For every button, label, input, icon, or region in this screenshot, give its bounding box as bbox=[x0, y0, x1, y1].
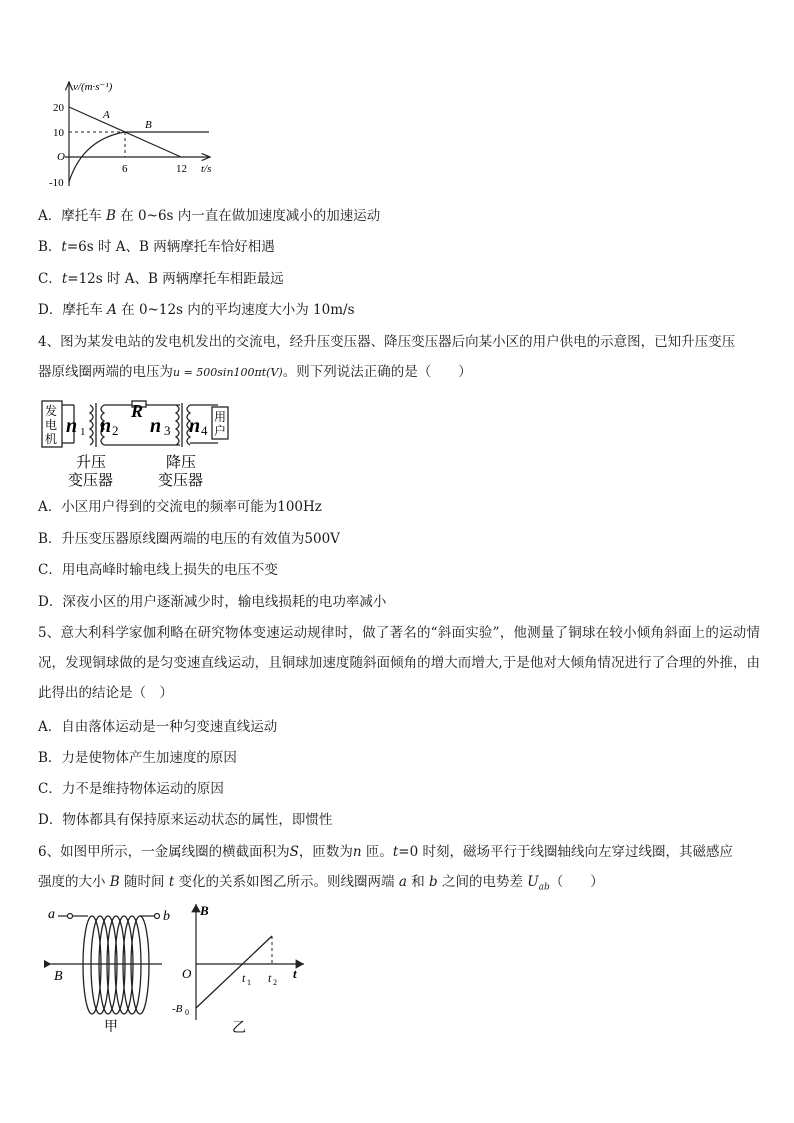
q3-option-c: C．t=12s 时 A、B 两辆摩托车相距最远 bbox=[38, 271, 284, 287]
q4-stem-line1: 4、图为某发电站的发电机发出的交流电，经升压变压器、降压变压器后向某小区的用户供电的示意图，已知升压变压 bbox=[38, 334, 736, 350]
q4-formula: u = 500sin100πt(V) bbox=[173, 366, 283, 379]
coil-loops bbox=[83, 916, 149, 1014]
q4-stem-line2: 器原线圈两端的电压为u = 500sin100πt(V)。则下列说法正确的是（ ） bbox=[38, 364, 472, 380]
q4-option-a: A．小区用户得到的交流电的频率可能为100Hz bbox=[38, 499, 322, 515]
step-up-label-1: 升压 bbox=[76, 455, 107, 471]
n3-sub: 3 bbox=[164, 423, 171, 438]
q5-option-d: D．物体都具有保持原来运动状态的属性，即惯性 bbox=[38, 812, 333, 828]
step-down-label-2: 变压器 bbox=[158, 473, 204, 489]
tick-y-neg10: -10 bbox=[49, 177, 64, 189]
b-axis-label: B bbox=[200, 903, 209, 918]
n4-sub: 4 bbox=[201, 423, 208, 438]
coil-3 bbox=[176, 405, 179, 445]
b0-label: -B bbox=[172, 1003, 183, 1015]
user-label-2: 户 bbox=[214, 424, 227, 438]
q4-option-b: B．升压变压器原线圈两端的电压的有效值为500V bbox=[38, 531, 340, 547]
q5-option-c: C．力不是维持物体运动的原因 bbox=[38, 781, 224, 797]
user-label-1: 用 bbox=[214, 410, 227, 424]
n2-sub: 2 bbox=[112, 423, 119, 438]
t1-sub: 1 bbox=[247, 978, 251, 987]
figure-yi-caption: 乙 bbox=[232, 1021, 246, 1036]
coil-figure-jia bbox=[44, 900, 174, 1035]
resistor-label: R bbox=[131, 401, 144, 421]
terminal-b bbox=[155, 914, 160, 919]
terminal-a bbox=[68, 914, 73, 919]
x-axis-label: t/s bbox=[201, 163, 212, 175]
n1-sub: 1 bbox=[80, 426, 86, 438]
t2-label: t bbox=[268, 971, 272, 985]
q3-option-d: D．摩托车 A 在 0~12s 内的平均速度大小为 10m/s bbox=[38, 302, 355, 318]
t-axis-label: t bbox=[293, 966, 297, 981]
q4-option-c: C．用电高峰时输电线上损失的电压不变 bbox=[38, 562, 278, 578]
field-label: B bbox=[54, 969, 63, 984]
b-t-graph-yi bbox=[170, 898, 310, 1038]
velocity-time-graph bbox=[45, 78, 220, 190]
q5-option-a: A．自由落体运动是一种匀变速直线运动 bbox=[38, 719, 278, 735]
step-up-label-2: 变压器 bbox=[68, 473, 114, 489]
q5-option-b: B．力是使物体产生加速度的原因 bbox=[38, 750, 237, 766]
label-b: B bbox=[145, 119, 152, 131]
q6-stem-line2: 强度的大小 B 随时间 t 变化的关系如图乙所示。则线圈两端 a 和 b 之间的电势差 $U_{ab}$（ ） bbox=[38, 874, 604, 893]
label-a: A bbox=[103, 109, 110, 121]
generator-label-2: 电 bbox=[45, 418, 58, 432]
n4-label: n bbox=[189, 415, 201, 437]
t1-label: t bbox=[242, 971, 246, 985]
q5-stem: 5、意大利科学家伽利略在研究物体变速运动规律时，做了著名的“斜面实验”，他测量了铜球在较小倾角斜面上的运动情况，发现铜球做的是匀变速直线运动，且铜球加速度随斜面倾角的增大而增大,于是他对大倾角情况进行了合理的外推，由此得出的结论是（ ） bbox=[38, 625, 760, 701]
origin-o-label: O bbox=[182, 966, 192, 981]
y-axis-label: v/(m·s⁻¹) bbox=[73, 81, 113, 93]
terminal-b-label: b bbox=[163, 909, 170, 924]
tick-x-12: 12 bbox=[176, 163, 187, 175]
b0-sub: 0 bbox=[185, 1008, 189, 1017]
tick-y-20: 20 bbox=[53, 102, 64, 114]
coil-1 bbox=[90, 405, 93, 445]
figure-jia-caption: 甲 bbox=[104, 1020, 118, 1035]
tick-x-6: 6 bbox=[122, 163, 128, 175]
generator-label-3: 机 bbox=[45, 432, 58, 446]
terminal-a-label: a bbox=[48, 907, 55, 922]
q6-stem-line1: 6、如图甲所示，一金属线圈的横截面积为S，匝数为n 匝。t=0 时刻，磁场平行于线圈轴线向左穿过线圈，其磁感应 bbox=[38, 844, 733, 860]
b-line bbox=[196, 936, 272, 1008]
origin-label: O bbox=[57, 151, 65, 163]
step-down-label-1: 降压 bbox=[166, 455, 197, 471]
n1-label: n bbox=[66, 415, 78, 437]
q4-option-d: D．深夜小区的用户逐渐减少时，输电线损耗的电功率减小 bbox=[38, 594, 387, 610]
t2-sub: 2 bbox=[273, 978, 277, 987]
power-transmission-diagram bbox=[40, 393, 240, 491]
q3-option-a: A．摩托车 B 在 0~6s 内一直在做加速度减小的加速运动 bbox=[38, 208, 381, 224]
generator-label-1: 发 bbox=[45, 404, 58, 418]
n2-label: n bbox=[100, 415, 112, 437]
n3-label: n bbox=[150, 415, 162, 437]
tick-y-10: 10 bbox=[53, 127, 64, 139]
q3-option-b: B．t=6s 时 A、B 两辆摩托车恰好相遇 bbox=[38, 239, 275, 255]
